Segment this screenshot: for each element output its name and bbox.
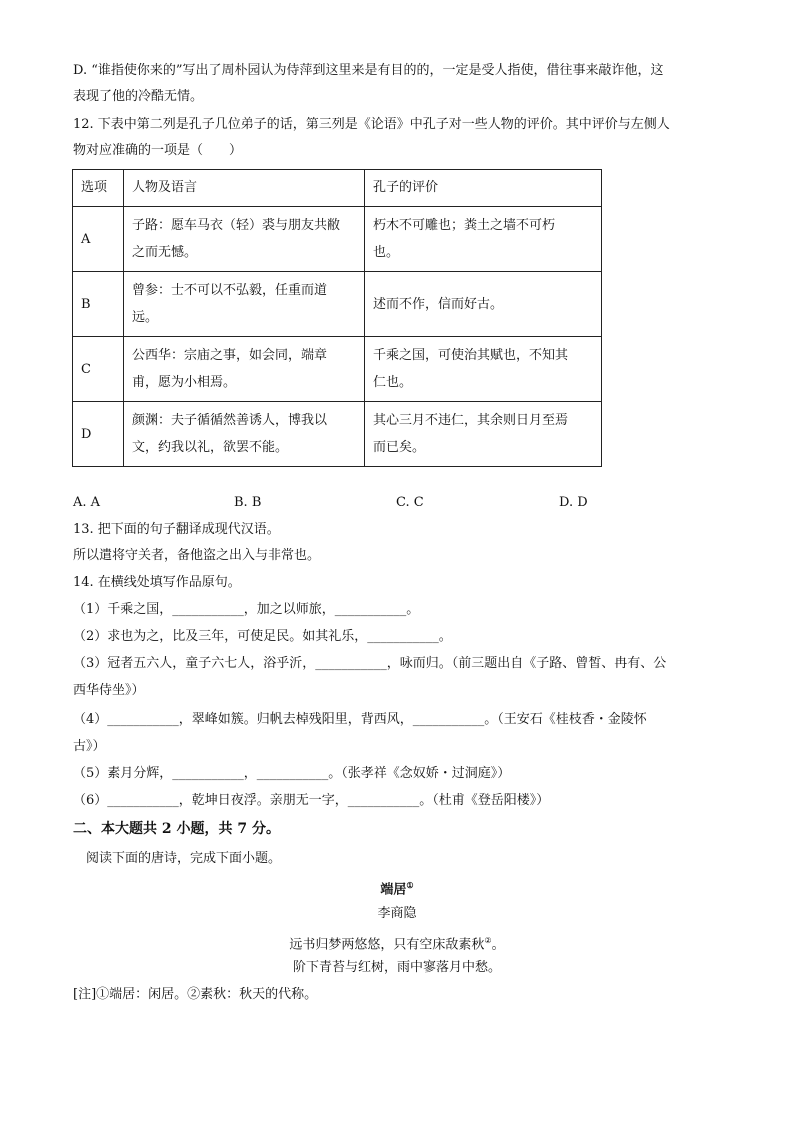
- row-eval: 朽木不可雕也；粪土之墙不可朽 也。: [365, 207, 602, 272]
- q14-stem: 14. 在横线处填写作品原句。: [73, 575, 241, 590]
- q12-table: [72, 169, 602, 467]
- row-option: B: [73, 272, 124, 337]
- row-eval: 千乘之国，可使治其赋也，不知其 仁也。: [365, 337, 602, 402]
- q14-item-6: （6）___________，乾坤日夜浮。亲朋无一字，___________。（杜甫《登岳阳楼》）: [73, 793, 550, 808]
- q13-stem: 13. 把下面的句子翻译成现代汉语。: [73, 522, 280, 537]
- q12-stem-line1: 12. 下表中第二列是孔子几位弟子的话，第三列是《论语》中孔子对一些人物的评价。其中评价与左侧人: [73, 117, 670, 132]
- poem-title: 端居①: [380, 880, 414, 898]
- row-quote: 曾参：士不可以不弘毅，任重而道 远。: [124, 272, 365, 337]
- section-heading: 二、本大题共 2 小题，共 7 分。: [73, 821, 280, 837]
- q14-item-4-cont: 古》）: [73, 739, 106, 754]
- q12-choice-c[interactable]: C. C: [396, 495, 424, 510]
- table-row: [73, 337, 602, 402]
- table-header-row: [73, 170, 602, 207]
- q14-item-3-cont: 西华侍坐》）: [73, 683, 145, 698]
- poem-line-2: 阶下青苔与红树，雨中寥落月中愁。: [292, 960, 501, 975]
- row-quote: 公西华：宗庙之事，如会同，端章 甫，愿为小相焉。: [124, 337, 365, 402]
- q13-sentence: 所以遣将守关者，备他盗之出入与非常也。: [73, 548, 321, 563]
- row-quote: 子路：愿车马衣（轻）裘与朋友共敝 之而无憾。: [124, 207, 365, 272]
- row-option: D: [73, 402, 124, 467]
- poem-author: 李商隐: [377, 906, 417, 921]
- q14-item-4: （4）___________，翠峰如簇。归帆去棹残阳里，背西风，___________。（王安石《桂枝香・金陵怀: [73, 712, 647, 727]
- header-option: 选项: [73, 170, 124, 207]
- q11-option-d-line2: 表现了他的冷酷无情。: [73, 89, 204, 104]
- row-quote: 颜渊：夫子循循然善诱人，博我以 文，约我以礼，欲罢不能。: [124, 402, 365, 467]
- q12-choice-d[interactable]: D. D: [559, 495, 588, 510]
- row-option: C: [73, 337, 124, 402]
- q14-item-1: （1）千乘之国，___________，加之以师旅，___________。: [73, 602, 420, 617]
- header-person-words: 人物及语言: [124, 170, 365, 207]
- q12-choice-a[interactable]: A. A: [73, 495, 101, 510]
- header-confucius-eval: 孔子的评价: [365, 170, 602, 207]
- q14-item-2: （2）求也为之，比及三年，可使足民。如其礼乐，___________。: [73, 629, 452, 644]
- q12-choice-b[interactable]: B. B: [234, 495, 262, 510]
- q11-option-d-line1: D. “谁指使你来的”写出了周朴园认为侍萍到这里来是有目的的，一定是受人指使，借往事来敲诈他，这: [73, 63, 664, 78]
- reading-intro: 阅读下面的唐诗，完成下面小题。: [86, 851, 282, 866]
- poem-notes: [注]①端居：闲居。②素秋：秋天的代称。: [73, 987, 318, 1002]
- row-eval: 述而不作，信而好古。: [365, 272, 602, 337]
- row-option: A: [73, 207, 124, 272]
- table-row: [73, 207, 602, 272]
- poem-line-1: 远书归梦两悠悠，只有空床敌素秋②。: [289, 936, 505, 953]
- row-eval: 其心三月不违仁，其余则日月至焉 而已矣。: [365, 402, 602, 467]
- q12-stem-line2: 物对应准确的一项是（ ）: [73, 143, 243, 158]
- table-row: [73, 272, 602, 337]
- table-row: [73, 402, 602, 467]
- q14-item-3: （3）冠者五六人，童子六七人，浴乎沂，___________，咏而归。（前三题出自《子路、曾皙、冉有、公: [73, 656, 667, 671]
- q14-item-5: （5）素月分辉，___________，___________。（张孝祥《念奴娇・过洞庭》）: [73, 766, 511, 781]
